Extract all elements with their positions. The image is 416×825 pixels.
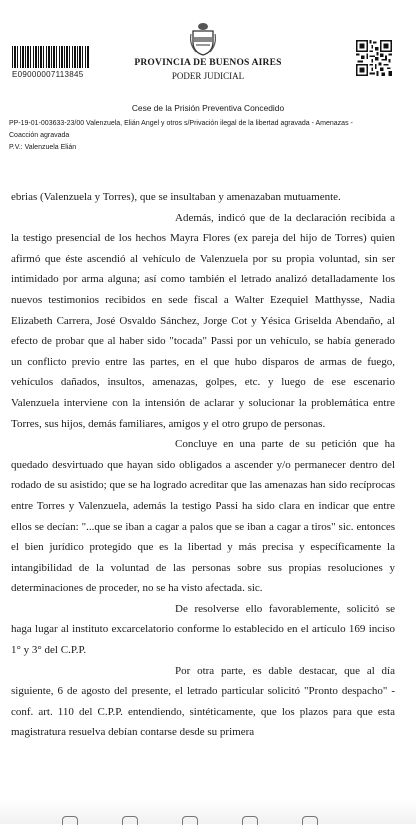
case-charge-line: Coacción agravada — [9, 131, 70, 139]
paragraph: Por otra parte, es dable destacar, que al día siguiente, 6 de agosto del presente, el letrado particular solicitó "Pronto despacho" -conf. art. 110 del C.P.P. entendiendo, sintéticamente, que los plazos para que esta magistratura resuelva debían contarse desde su primera — [11, 664, 395, 739]
document-body — [11, 187, 395, 743]
paragraph: De resolverse ello favorablemente, solicitó se haga lugar al instituto excarcelatorio conforme lo establecido en el artículo 169 inciso 1° y 3° del C.P.P. — [11, 602, 395, 657]
qr-code-icon — [356, 40, 392, 76]
paragraph: Además, indicó que de la declaración recibida a la testigo presencial de los hechos Mayra Flores (ex pareja del hijo de Torres) quien afirmó que éste ascendió al vehículo de Valenzuela por su propia voluntad, sin ser intimidado por arma alguna; así como también el letrado analizó detalladamente los nuevos testimonios recibidos en sede fiscal a Walter Ezequiel Matthysse, Nadia Elizabeth Carrera, José Osvaldo Sánchez, Jorge Cot y Yésica Griselda Abendaño, al efecto de probar que al haber sido "tocada" Passi por un vehículo, se había generado un conflicto previo entre las partes, en el que hubo disparos de armas de fuego, vehículos dañados, insultos, amenazas, golpes, etc. y luego de ese escenario Valenzuela interviene con la intensión de aclarar y solucionar la problemática entre Torres, sus hijos, demás familiares, amigos y el otro grupo de personas. — [11, 211, 395, 430]
province-name: PROVINCIA DE BUENOS AIRES — [134, 58, 282, 68]
coat-of-arms-icon — [188, 22, 218, 56]
institution-name: PODER JUDICIAL — [171, 71, 245, 81]
document-title: Cese de la Prisión Preventiva Concedido — [131, 103, 285, 113]
case-number-line: PP-19-01-003633-23/00 Valenzuela, Elián Angel y otros s/Privación ilegal de la libertad agravada - Amenazas - — [9, 120, 353, 127]
case-info — [9, 118, 409, 153]
barcode-number: E09000007113845 — [12, 70, 84, 79]
paragraph: Concluye en una parte de su petición que ha quedado desvirtuado que hayan sido obligados a ascender y/o permanecer dentro del rodado de su asistido; que se ha logrado acreditar que las amenazas han sido recíprocas entre Torres y Valenzuela, además la testigo Passi ha sido clara en indicar que entre ellos se decían: "...que se iban a cagar a palos que se iban a cagar a tiros" sic. entonces el bien jurídico protegido que es la libertad y más precisa y específicamente la intangibilidad de la voluntad de las personas sobre sus propias resoluciones y determinaciones de proceder, no se ha visto afectada. sic. — [11, 438, 395, 595]
case-pv-line: P.V.: Valenzuela Elián — [9, 143, 77, 151]
paragraph: ebrias (Valenzuela y Torres), que se insultaban y amenazaban mutuamente. — [11, 191, 341, 203]
